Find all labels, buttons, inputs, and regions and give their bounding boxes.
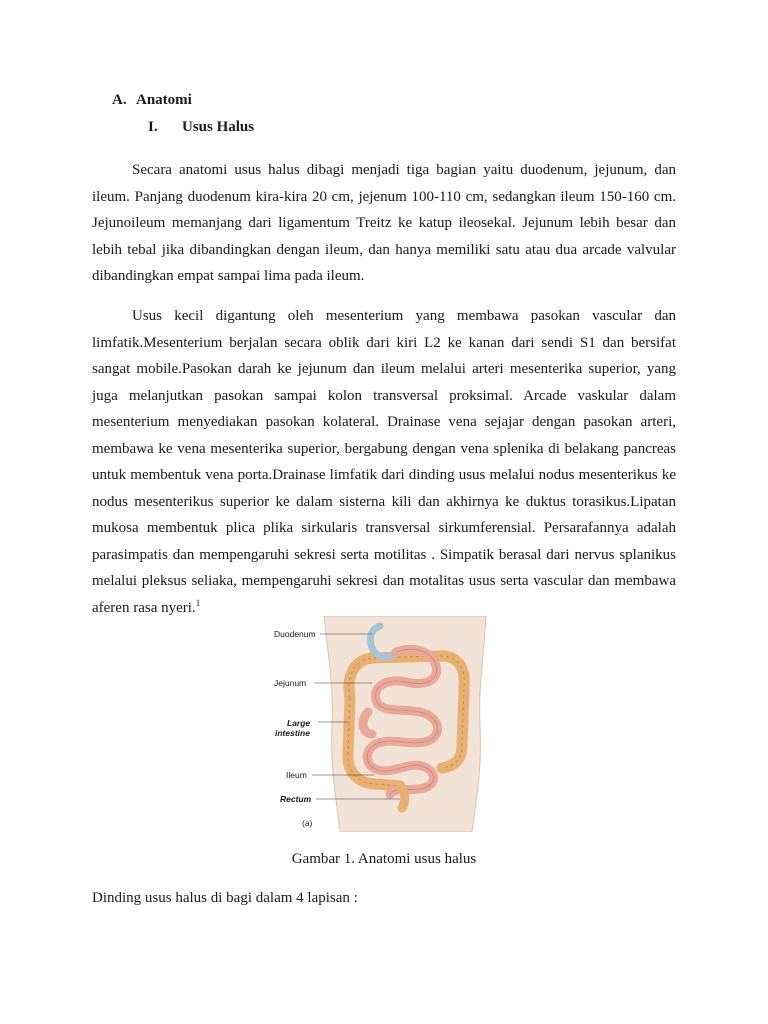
figure-caption: Gambar 1. Anatomi usus halus (291, 851, 477, 867)
subheading-title: Usus Halus (182, 119, 255, 135)
paragraph-2 (92, 303, 676, 621)
anatomy-figure (272, 616, 502, 832)
rectum (400, 786, 405, 808)
subheading-number: I. (148, 119, 158, 135)
label-rectum: Rectum (280, 794, 312, 804)
label-duodenum: Duodenum (274, 629, 316, 639)
footnote-reference: 1 (195, 597, 201, 608)
heading-number: A. (112, 92, 127, 108)
label-large: Large (287, 718, 311, 728)
label-intestine: intestine (275, 728, 310, 738)
heading-anatomi (112, 92, 192, 109)
label-jejunum: Jejunum (274, 678, 307, 688)
paragraph-2-text: Usus kecil digantung oleh mesenterium yang membawa pasokan vascular dan limfatik.Mesenterium berjalan secara oblik dari kiri L2 ke kanan dari sendi S1 dan bersifat sangat mobile.Pasokan darah ke jejunum dan ileum melalui arteri mesenterika superior, yang juga melanjutkan pasokan sampai kolon transversal proksimal. Arcade vaskular dalam mesenterium menyediakan pasokan kolateral. Drainase vena sejajar dengan pasokan arteri, membawa ke vena mesenterika superior, bergabung dengan vena splenika di belakang pancreas untuk membentuk vena porta.Drainase limfatik dari dinding usus melalui nodus mesenterikus ke nodus mesenterikus superior ke dalam sisterna kili dan akhirnya ke duktus torasikus.Lipatan mukosa membentuk plica plika sirkularis transversal sirkumferensial. Persarafannya adalah parasimpatis dan mempengaruhi sekresi serta motilitas . Simpatik berasal dari nervus splanikus melalui pleksus seliaka, mempengaruhi sekresi dan motalitas usus serta vascular dan membawa aferen rasa nyeri. (92, 308, 676, 616)
heading-title: Anatomi (136, 92, 192, 108)
label-ileum: Ileum (286, 770, 307, 780)
small-intestine-illustration (272, 616, 502, 832)
label-panel: (a) (302, 818, 313, 828)
subheading-usus-halus (148, 119, 254, 136)
following-text: Dinding usus halus di bagi dalam 4 lapisan : (92, 890, 358, 906)
paragraph-1: Secara anatomi usus halus dibagi menjadi tiga bagian yaitu duodenum, jejunum, dan ileum. Panjang duodenum kira-kira 20 cm, jejenum 100-110 cm, sedangkan ileum 150-160 cm. Jejunoileum memanjang dari ligamentum Treitz ke katup ileosekal. Jejunum lebih besar dan lebih tebal jika dibandingkan dengan ileum, dan hanya memiliki satu atau dua arcade valvular dibandingkan empat sampai lima pada ileum. (92, 162, 676, 284)
